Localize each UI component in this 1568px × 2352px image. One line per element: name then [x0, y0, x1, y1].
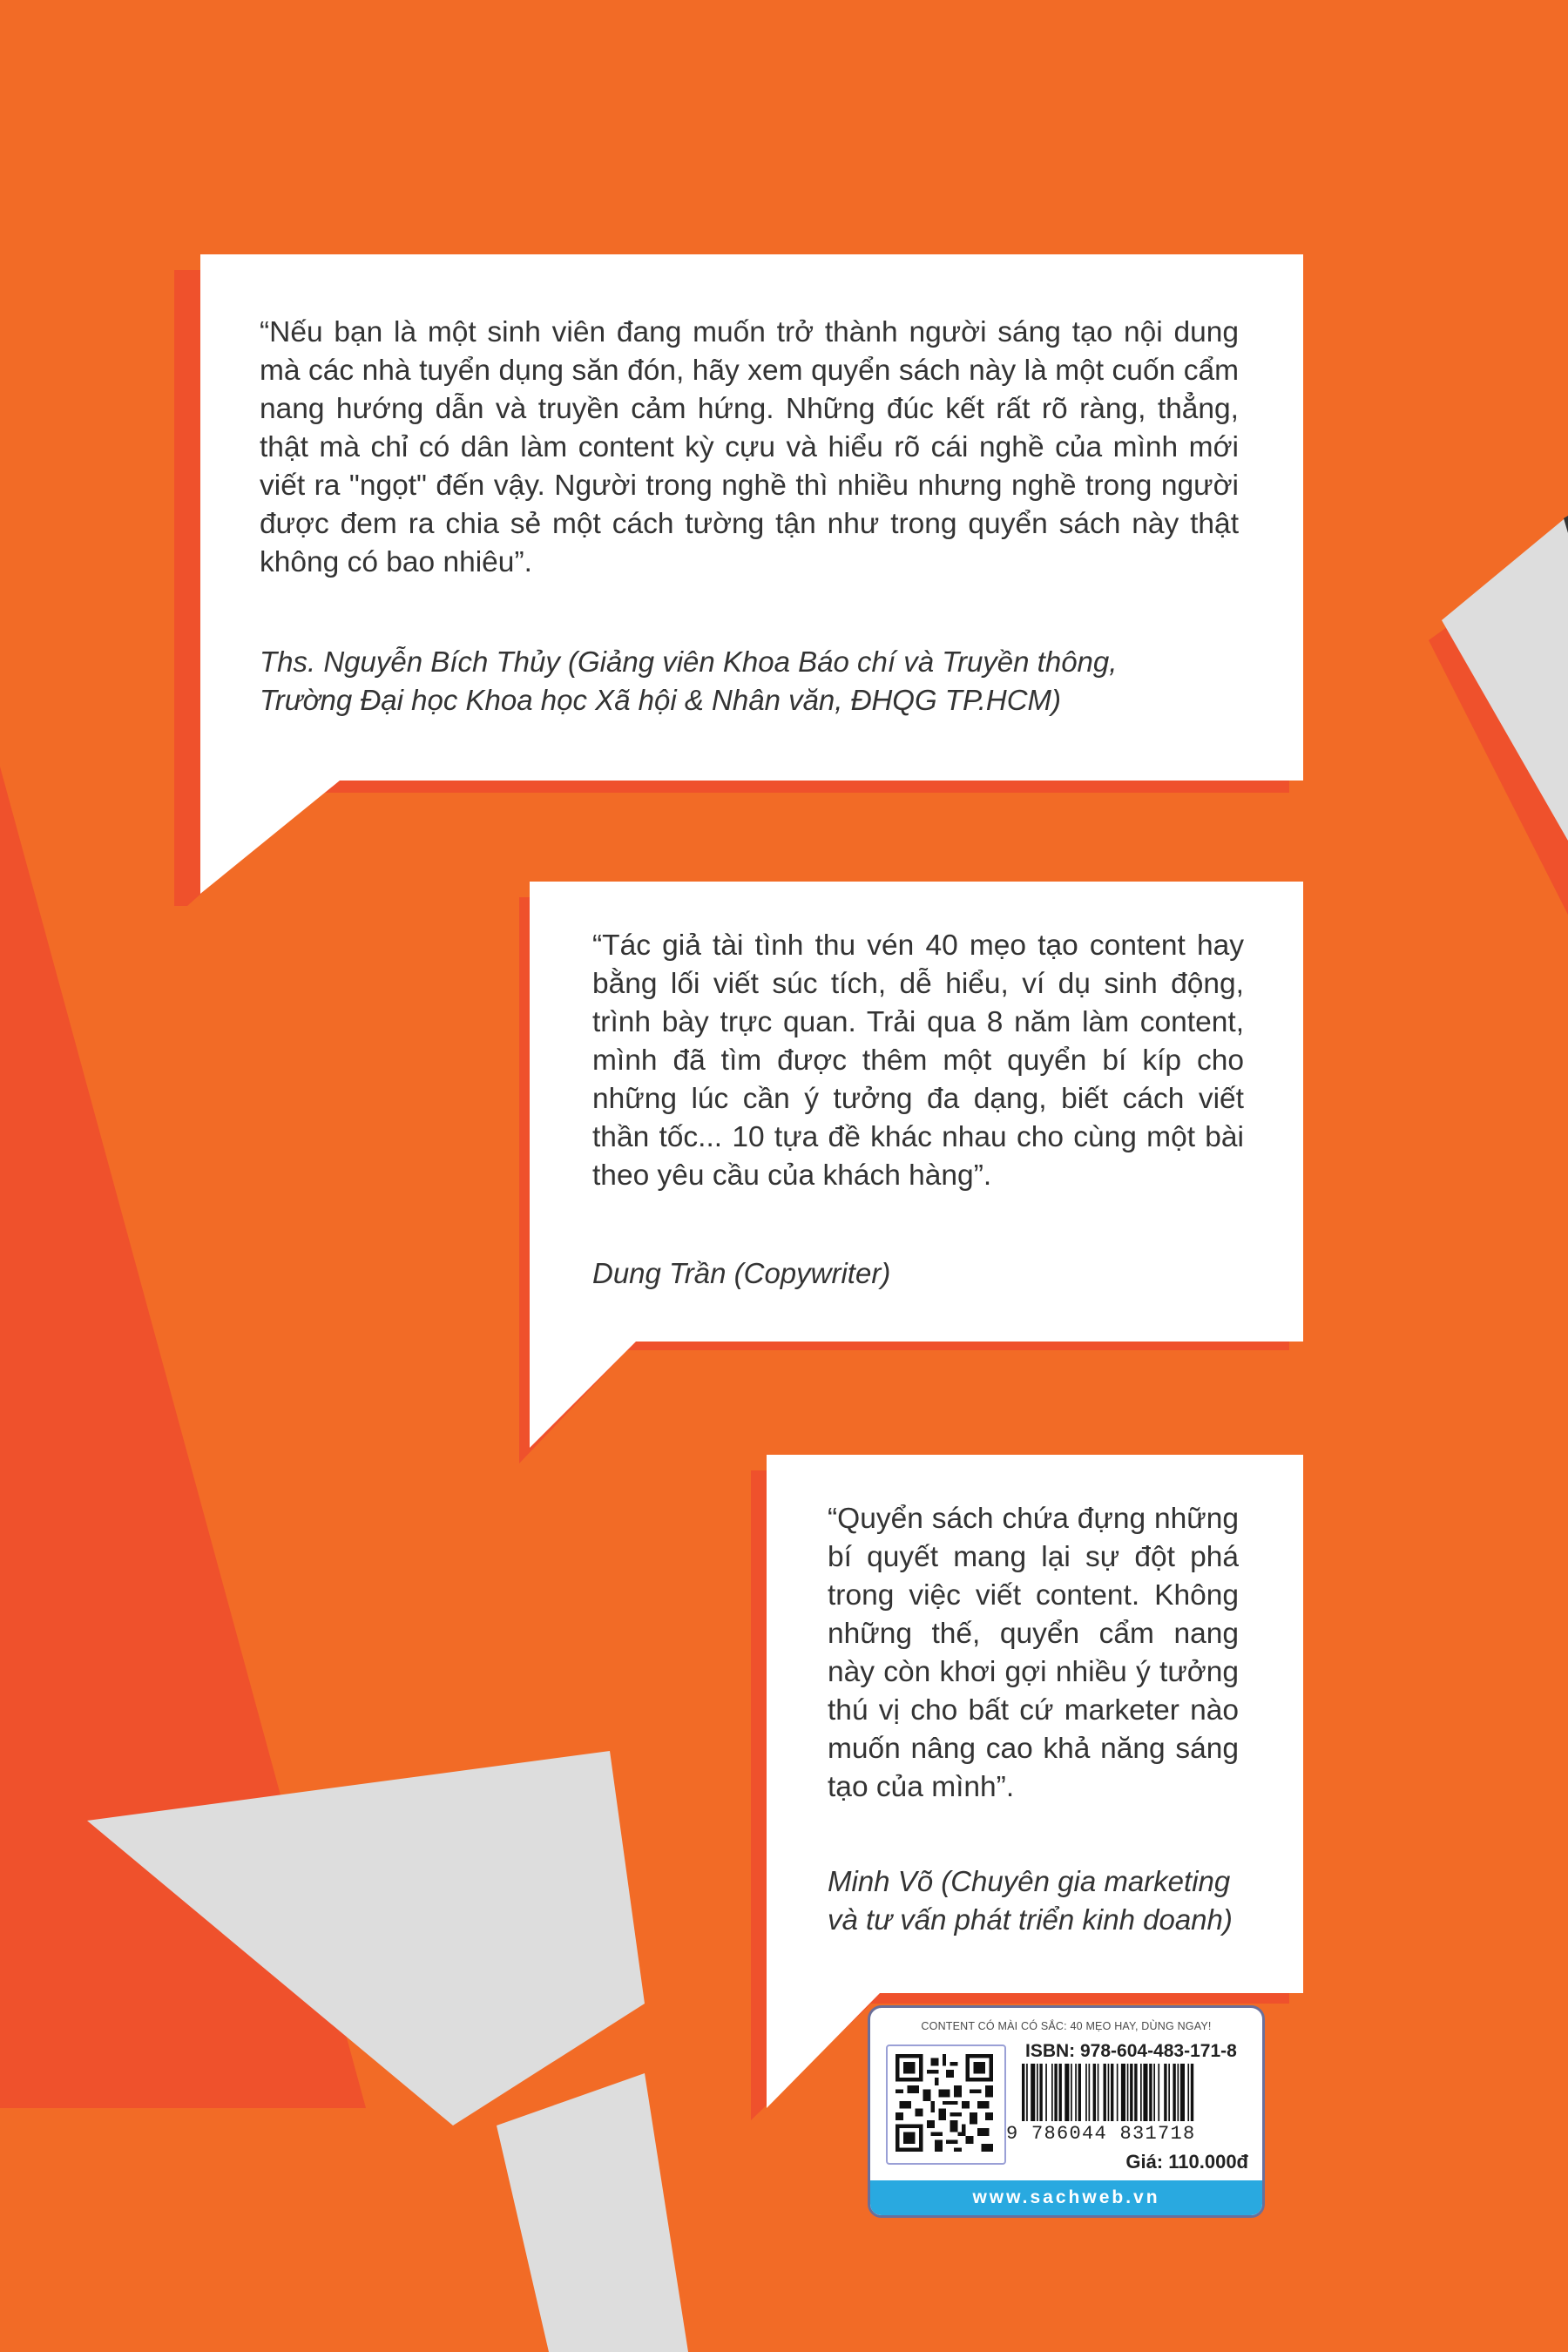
testimonial-1-author-line2: Trường Đại học Khoa học Xã hội & Nhân văn, ĐHQG TP.HCM) [260, 684, 1062, 716]
barcode-icon [1020, 2064, 1255, 2125]
website-link[interactable]: www.sachweb.vn [870, 2180, 1262, 2215]
isbn-label: ISBN: 978-604-483-171-8 [1025, 2041, 1237, 2061]
testimonial-3-quote: “Quyển sách chứa đựng những bí quyết mang lại sự đột phá trong việc viết content. Không những thế, quyển cẩm nang này còn khơi gợi nhiều ý tưởng thú vị cho bất cứ marketer nào muốn nâng cao khả năng sáng tạo của mình”. [828, 1503, 1239, 1803]
testimonial-2-quote: “Tác giả tài tình thu vén 40 mẹo tạo content hay bằng lối viết súc tích, dễ hiểu, ví dụ sinh động, trình bày trực quan. Trải qua 8 năm làm content, mình đã tìm được thêm một quyển bí kíp cho những lúc cần ý tưởng đa dạng, biết cách viết thần tốc... 10 tựa đề khác nhau cho cùng một bài theo yêu cầu của khách hàng”. [592, 929, 1244, 1192]
barcode-card [868, 2005, 1265, 2218]
testimonial-1-author-line1: Ths. Nguyễn Bích Thủy (Giảng viên Khoa Báo chí và Truyền thông, [260, 645, 1118, 678]
testimonial-1-quote: “Nếu bạn là một sinh viên đang muốn trở thành người sáng tạo nội dung mà các nhà tuyển dụng săn đón, hãy xem quyển sách này là một cuốn cẩm nang hướng dẫn và truyền cảm hứng. Những đúc kết rất rõ ràng, thẳng, thật mà chỉ có dân làm content kỳ cựu và hiểu rõ cái nghề của mình mới viết ra "ngọt" đến vậy. Người trong nghề thì nhiều nhưng nghề trong người được đem ra chia sẻ một cách tường tận như trong quyển sách này thật không có bao nhiêu”. [260, 316, 1239, 578]
qr-code-icon [886, 2044, 1006, 2165]
barcode-digits: 9 786044 831718 [1006, 2123, 1196, 2145]
price-label: Giá: 110.000đ [1125, 2151, 1248, 2173]
testimonial-3-author-line2: và tư vấn phát triển kinh doanh) [828, 1903, 1233, 1936]
testimonial-2-author: Dung Trần (Copywriter) [592, 1257, 891, 1289]
book-title-small: CONTENT CÓ MÀI CÓ SẮC: 40 MẸO HAY, DÙNG NGAY! [921, 2020, 1212, 2032]
testimonial-3-author-line1: Minh Võ (Chuyên gia marketing [828, 1865, 1231, 1897]
